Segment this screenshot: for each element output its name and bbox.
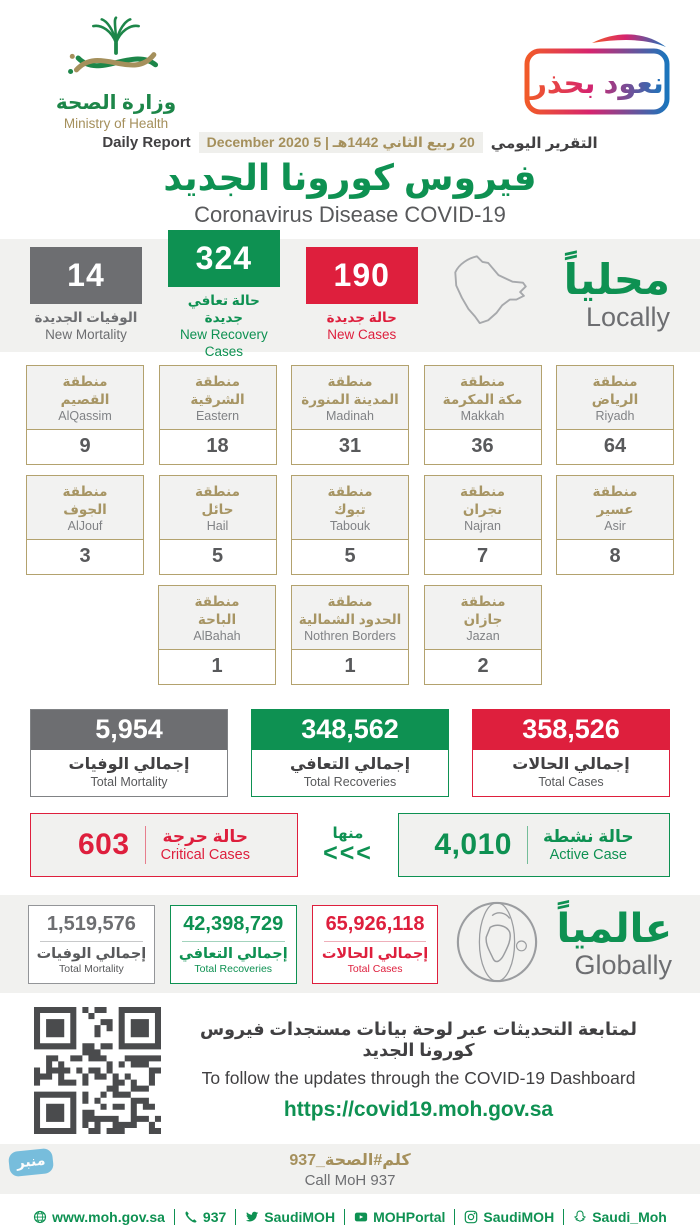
region-card-eastern: منطقة الشرقية Eastern 18 [159, 365, 277, 465]
regions-row-2 [26, 475, 674, 575]
region-name-ar: الشرقية [190, 391, 245, 407]
total-mortality-value: 5,954 [31, 710, 227, 750]
global-recoveries-card [170, 905, 297, 984]
active-cases-label-ar: حالة نشطة [542, 827, 634, 846]
dashboard-text-en: To follow the updates through the COVID-19 Dashboard [201, 1068, 636, 1088]
region-name-en: Jazan [466, 629, 500, 644]
new-mortality-value: 14 [30, 247, 142, 304]
daily-report-label-en: Daily Report [102, 134, 191, 151]
total-cases-value: 358,526 [473, 710, 669, 750]
active-cases-value: 4,010 [434, 828, 512, 861]
region-card-alqassim: منطقة القصيم AlQassim 9 [26, 365, 144, 465]
locally-heading-en: Locally [585, 302, 671, 333]
region-name-ar: تبوك [334, 501, 366, 517]
globally-heading-ar: عالمياً [556, 906, 673, 951]
new-mortality-label-ar: الوفيات الجديدة [34, 310, 138, 326]
active-cases-box [398, 813, 670, 877]
globally-heading [556, 908, 672, 981]
report-date: 20 ربيع الثاني 1442هـ | 5 December 2020 [199, 132, 483, 153]
phone-icon [184, 1210, 198, 1224]
region-value: 5 [344, 545, 356, 567]
dashboard-url-link[interactable]: https://covid19.moh.gov.sa [283, 1098, 554, 1121]
region-name-ar: عسير [596, 501, 634, 517]
region-value: 8 [609, 545, 621, 567]
regions-row-3 [26, 585, 674, 685]
total-recoveries-value: 348,562 [252, 710, 448, 750]
region-name-en: AlJouf [67, 519, 103, 534]
regions-grid [26, 365, 674, 685]
region-value: 7 [476, 545, 489, 567]
region-value: 2 [477, 655, 489, 677]
global-mortality-label-ar: إجمالي الوفيات [36, 945, 147, 962]
global-mortality-value: 1,519,576 [46, 912, 136, 935]
new-recoveries-label-ar: حالة تعافي جديدة [187, 293, 260, 326]
moh-logo [36, 16, 196, 131]
global-recoveries-label-en: Total Recoveries [194, 962, 273, 975]
new-cases-value: 190 [306, 247, 418, 304]
global-cases-label-ar: إجمالي الحالات [321, 945, 429, 962]
site-watermark [8, 1148, 54, 1177]
page-title-arabic: فيروس كورونا الجديد [163, 157, 537, 198]
region-name-ar: الجوف [63, 501, 107, 517]
region-name-ar: الباحة [197, 611, 237, 627]
region-value: 1 [344, 655, 356, 677]
region-name-ar: المدينة المنورة [301, 391, 399, 407]
region-name-en: AlBahah [193, 629, 241, 644]
global-mortality-label-en: Total Mortality [59, 962, 124, 975]
locally-section [0, 239, 700, 359]
call-moh-label-en: Call MoH 937 [304, 1172, 396, 1189]
moh-name-arabic: وزارة الصحة [55, 92, 177, 114]
saudi-arabia-map-icon [444, 249, 538, 342]
total-cases-label-ar: إجمالي الحالات [512, 756, 630, 773]
region-name-en: Riyadh [595, 409, 635, 424]
return-with-caution-badge [522, 26, 672, 136]
region-name-en: Nothren Borders [304, 629, 396, 644]
dashboard-text-ar: لمتابعة التحديثات عبر لوحة بيانات مستجدات فيروس كورونا الجديد [200, 1019, 637, 1060]
youtube-link[interactable]: MOHPortal [344, 1209, 445, 1225]
region-card-hail: منطقة حائل Hail 5 [159, 475, 277, 575]
critical-cases-label-en: Critical Cases [160, 847, 250, 863]
new-recoveries-label-en: New Recovery Cases [179, 327, 268, 359]
region-name-ar: الحدود الشمالية [298, 611, 402, 627]
of-which-label-ar: منها [332, 825, 364, 843]
new-cases-label-ar: حالة جديدة [326, 310, 397, 326]
critical-cases-value: 603 [78, 828, 130, 861]
stat-new-recoveries [168, 230, 280, 361]
call-moh-label-ar: كلم#الصحة_937 [289, 1152, 411, 1169]
total-cases-label-en: Total Cases [538, 775, 604, 789]
region-value: 1 [211, 655, 223, 677]
new-cases-label-en: New Cases [327, 327, 397, 342]
region-name-en: AlQassim [58, 409, 112, 424]
region-name-ar: الرياض [591, 391, 639, 407]
divider [182, 941, 285, 942]
youtube-icon [354, 1210, 368, 1224]
locally-heading [563, 255, 671, 333]
total-mortality-card [30, 709, 228, 797]
region-value: 3 [79, 545, 91, 567]
moh-emblem-icon [36, 16, 196, 90]
locally-heading-ar: محلياً [563, 255, 671, 303]
region-card-aljouf: منطقة الجوف AlJouf 3 [26, 475, 144, 575]
region-name-en: Asir [604, 519, 626, 534]
dashboard-section [0, 1007, 700, 1134]
region-name-en: Hail [206, 519, 229, 534]
twitter-link[interactable]: SaudiMOH [235, 1209, 335, 1225]
chevrons-left-icon: <<< [323, 839, 373, 868]
regions-row-1 [26, 365, 674, 465]
stat-new-cases [306, 247, 418, 344]
region-card-jazan: منطقة جازان Jazan 2 [424, 585, 542, 685]
region-value: 18 [206, 435, 229, 457]
divider [324, 941, 427, 942]
website-link[interactable]: www.moh.gov.sa [33, 1209, 165, 1225]
critical-active-row [0, 813, 700, 877]
global-cases-card [312, 905, 439, 984]
call-moh-band [0, 1144, 700, 1194]
divider [40, 941, 143, 942]
region-value: 64 [603, 435, 627, 457]
new-mortality-label-en: New Mortality [45, 327, 127, 342]
instagram-link[interactable]: SaudiMOH [454, 1209, 554, 1225]
total-recoveries-card [251, 709, 449, 797]
region-card-tabouk: منطقة تبوك Tabouk 5 [291, 475, 409, 575]
total-mortality-label-en: Total Mortality [90, 775, 168, 789]
region-card-albahah: منطقة الباحة AlBahah 1 [158, 585, 276, 685]
region-name-ar: جازان [463, 611, 503, 627]
region-card-najran: منطقة نجران Najran 7 [424, 475, 542, 575]
global-mortality-card [28, 905, 155, 984]
global-cases-label-en: Total Cases [347, 962, 403, 975]
critical-cases-label-ar: حالة حرجة [162, 827, 248, 846]
region-value: 9 [79, 435, 91, 457]
phone-link[interactable]: 937 [174, 1209, 226, 1225]
region-name-en: Tabouk [329, 519, 371, 534]
watermark-text: منبر [8, 1148, 54, 1177]
globe-icon [33, 1210, 47, 1224]
global-recoveries-label-ar: إجمالي التعافي [178, 945, 288, 962]
header [0, 0, 700, 131]
region-value: 31 [338, 435, 362, 457]
region-name-en: Makkah [460, 409, 505, 424]
daily-report-label-ar: التقرير اليومي [490, 134, 598, 152]
badge-text: نعود بحذر [530, 68, 664, 100]
region-name-ar: القصيم [60, 391, 110, 407]
global-recoveries-value: 42,398,729 [183, 912, 284, 935]
region-value: 5 [211, 545, 224, 567]
new-recoveries-value: 324 [168, 230, 280, 287]
divider [145, 826, 146, 864]
total-recoveries-label-ar: إجمالي التعافي [289, 756, 411, 773]
dashboard-texts [171, 1019, 666, 1122]
of-which-indicator [323, 824, 373, 866]
region-card-northern-borders: منطقة الحدود الشمالية Nothren Borders 1 [291, 585, 409, 685]
region-name-ar: مكة المكرمة [442, 391, 523, 407]
twitter-icon [245, 1210, 259, 1224]
date-line [0, 132, 700, 153]
region-card-asir: منطقة عسير Asir 8 [556, 475, 674, 575]
total-cases-card [472, 709, 670, 797]
region-name-en: Madinah [326, 409, 374, 424]
divider [527, 826, 528, 864]
snapchat-icon [573, 1210, 587, 1224]
region-card-madinah: منطقة المدينة المنورة Madinah 31 [291, 365, 409, 465]
globe-icon [453, 898, 541, 991]
region-name-ar: نجران [462, 501, 503, 517]
global-cases-value: 65,926,118 [325, 912, 425, 935]
region-value: 36 [471, 435, 494, 457]
active-cases-label-en: Active Case [549, 847, 627, 863]
moh-name-english: Ministry of Health [63, 116, 169, 131]
totals-row [0, 709, 700, 797]
globally-heading-en: Globally [574, 949, 673, 980]
badge-swoosh [592, 34, 666, 47]
social-links-row [0, 1209, 700, 1225]
critical-cases-box [30, 813, 298, 877]
total-mortality-label-ar: إجمالي الوفيات [68, 756, 190, 773]
stat-new-mortality [30, 247, 142, 344]
region-name-en: Najran [464, 519, 501, 534]
globally-section [0, 895, 700, 993]
total-recoveries-label-en: Total Recoveries [303, 775, 397, 789]
region-card-makkah: منطقة مكة المكرمة Makkah 36 [424, 365, 542, 465]
instagram-icon [464, 1210, 478, 1224]
region-card-riyadh: منطقة الرياض Riyadh 64 [556, 365, 674, 465]
qr-code [34, 1007, 161, 1134]
snapchat-link[interactable]: Saudi_Moh [563, 1209, 667, 1225]
region-name-en: Eastern [195, 409, 240, 424]
page-title-english: Coronavirus Disease COVID-19 [194, 202, 506, 227]
region-name-ar: حائل [201, 501, 234, 517]
